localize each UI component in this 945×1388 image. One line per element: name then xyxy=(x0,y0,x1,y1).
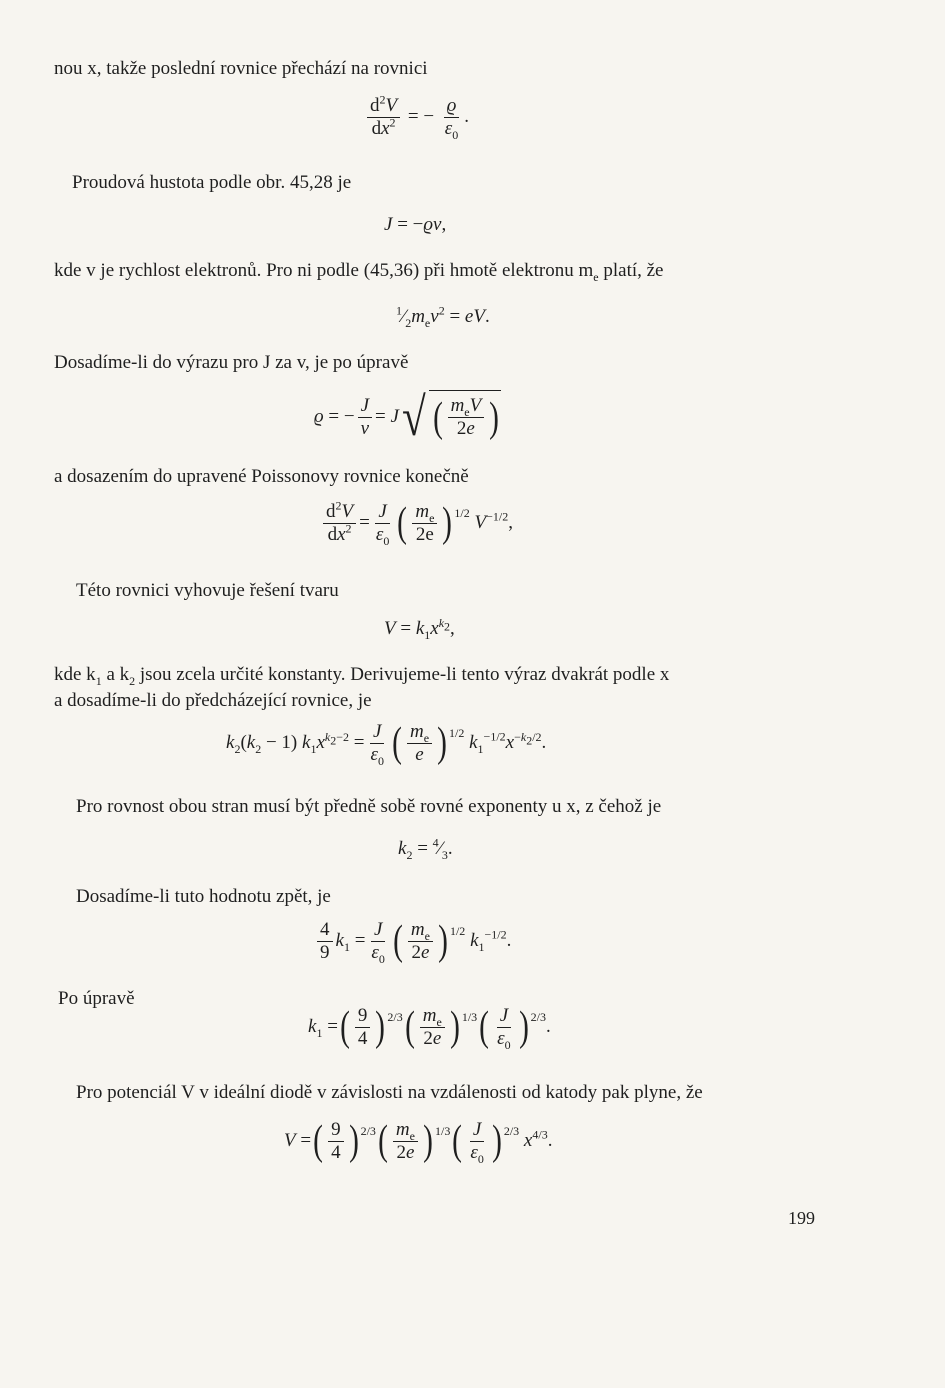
text-paragraph: Dosadíme-li do výrazu pro J za v, je po úpravě xyxy=(54,352,409,373)
equation-k1-solution: $k_1$ = ( 9 4 ) $^{2/3}$ ( $m_e$ 2e ) $^{1/3}$ ( J $\varepsilon_0$ ) $^{2/3}$ . xyxy=(308,1004,551,1052)
text-paragraph: Po úpravě xyxy=(58,988,135,1009)
text-paragraph: Této rovnici vyhovuje řešení tvaru xyxy=(76,580,339,601)
text-paragraph: Pro rovnost obou stran musí být předně sobě rovné exponenty u x, z čehož je xyxy=(76,796,662,817)
equation-current-density: J = −ϱv, xyxy=(384,214,447,235)
text-paragraph: Dosadíme-li tuto hodnotu zpět, je xyxy=(76,886,331,907)
text-paragraph: kde v je rychlost elektronů. Pro ni podle (45,36) při hmotě elektronu $m_e$ platí, že xyxy=(54,260,664,284)
text-paragraph: a dosazením do upravené Poissonovy rovnice konečně xyxy=(54,466,469,487)
equation-charge-density: ϱ = − $\frac{J}{v}$ = J √ ( $m_eV$ 2e ) xyxy=(314,390,501,444)
equation-k2-value: $k_2$ = $^4⁄_3$. xyxy=(398,835,453,862)
equation-poisson-final: $\frac{d^2V}{dx^2}$ = $\frac{J}{\varepsilon_0}$ ( $m_e$ 2e ) $^{1/2}$ $V^{-1/2}$, xyxy=(320,502,513,545)
equation-substitution: $k_2(k_2 - 1) k_1x^{k_2-2}$ = $\frac{J}{\varepsilon_0}$ ( $m_e$ e ) $^{1/2}$ $k_1^{-1/2}x^{-k_2/2}$. xyxy=(226,720,547,768)
text-paragraph: Pro potenciál V v ideální diodě v závislosti na vzdálenosti od katody pak plyne, že xyxy=(76,1082,703,1103)
text-paragraph: Proudová hustota podle obr. 45,28 je xyxy=(72,172,352,193)
text-paragraph: nou x, takže poslední rovnice přechází na rovnici xyxy=(54,58,428,79)
text-paragraph: kde $k_1$ a $k_2$ jsou zcela určité konstanty. Derivujeme-li tento výraz dvakrát podle x xyxy=(54,664,670,688)
equation-poisson: $\frac{d^2V}{dx^2}$ = − $\frac{ϱ}{\varepsilon_0}$ . xyxy=(364,96,469,139)
equation-k1-relation: 4 9 $k_1$ = $\frac{J}{\varepsilon_0}$ ( $m_e$ 2e ) $^{1/2}$ $k_1^{-1/2}$. xyxy=(314,920,511,963)
equation-solution-form: $V = k_1x^{k_2}$, xyxy=(384,615,455,642)
equation-potential-final: V = ( 9 4 ) $^{2/3}$ ( $m_e$ 2e ) $^{1/3}$ ( J $\varepsilon_0$ ) $^{2/3}$ $x^{4/3}$. xyxy=(284,1118,553,1166)
equation-kinetic-energy: $^1⁄_2m_ev^2$ = eV. xyxy=(396,303,490,330)
page-number: 199 xyxy=(788,1208,815,1228)
text-paragraph: a dosadíme-li do předcházející rovnice, je xyxy=(54,690,372,711)
